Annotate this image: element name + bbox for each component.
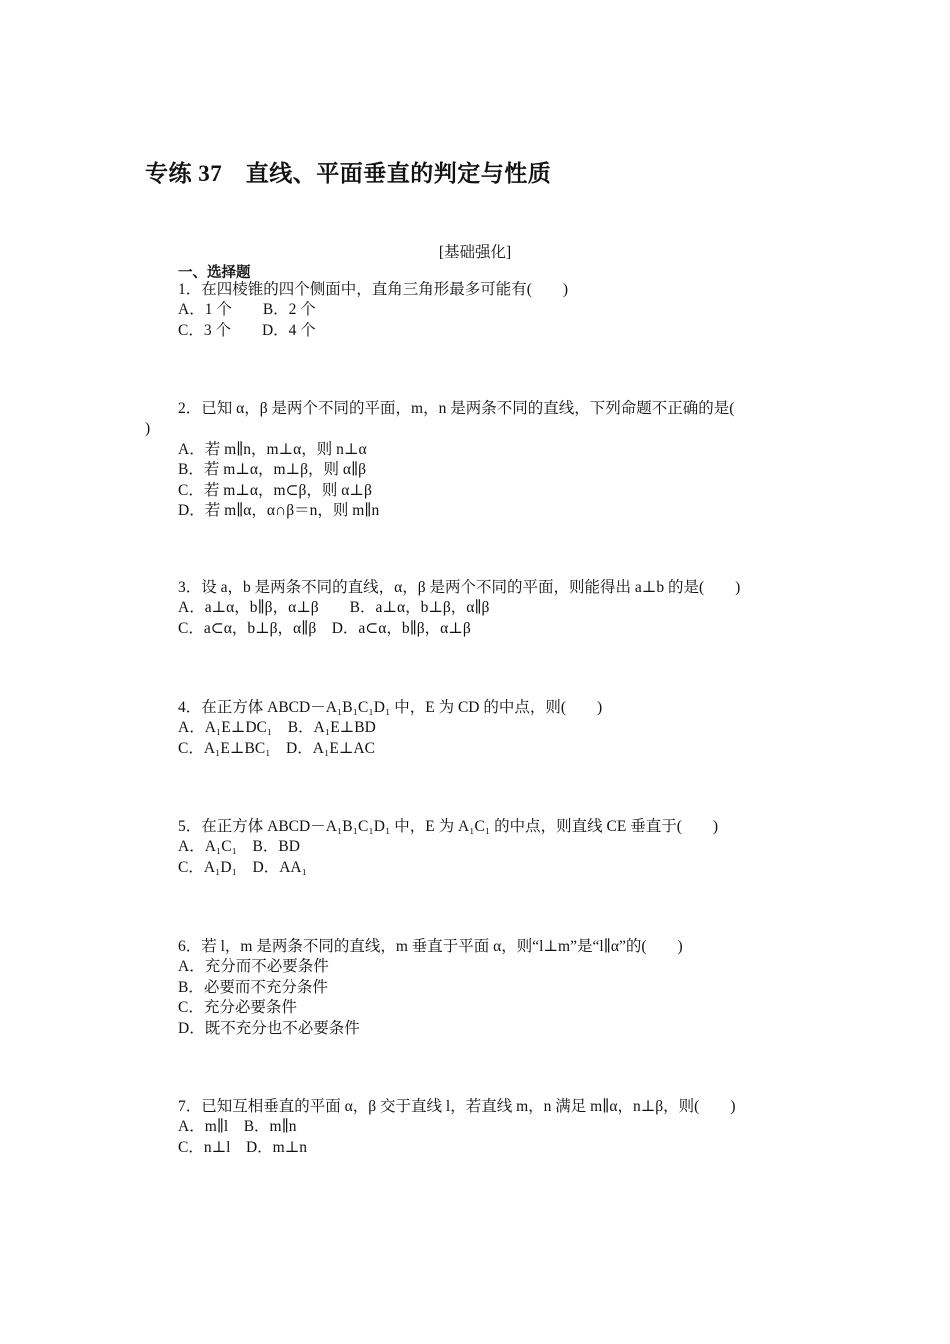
option-row: C．3 个 D．4 个: [178, 321, 316, 339]
question-1: [178, 280, 568, 341]
option-row: A．a⊥α，b∥β，α⊥β B．a⊥α，b⊥β，α∥β: [178, 599, 490, 617]
option-row: A．A₁C₁ B．BD: [178, 838, 300, 856]
question-stem: 6．若 l，m 是两条不同的直线，m 垂直于平面 α，则“l⊥m”是“l∥α”的( ): [178, 938, 683, 955]
option-row: A．1 个 B．2 个: [178, 301, 316, 319]
option-row: C．n⊥l D．m⊥n: [178, 1138, 308, 1156]
question-7: [178, 1097, 736, 1158]
option-b: B．若 m⊥α，m⊥β，则 α∥β: [178, 461, 367, 479]
option-d: D．既不充分也不必要条件: [178, 1019, 360, 1037]
question-3: [178, 578, 740, 639]
page-title: 专练 37 直线、平面垂直的判定与性质: [145, 161, 552, 186]
option-row: C．A₁E⊥BC₁ D．A₁E⊥AC: [178, 739, 375, 757]
section-heading: 一、选择题: [178, 265, 251, 281]
question-5: [178, 817, 718, 878]
question-stem: 3．设 a，b 是两条不同的直线，α，β 是两个不同的平面，则能得出 a⊥b 的是( ): [178, 579, 741, 596]
option-b: B．必要而不充分条件: [178, 978, 328, 996]
section-subtitle: [基础强化]: [438, 244, 512, 261]
question-6: [178, 937, 683, 1039]
question-2: [145, 399, 735, 521]
option-c: C．充分必要条件: [178, 999, 297, 1017]
option-row: C．A₁D₁ D．AA₁: [178, 858, 308, 876]
option-a: A．若 m∥n，m⊥α，则 n⊥α: [178, 440, 367, 458]
question-stem: 4．在正方体 ABCD－A₁B₁C₁D₁ 中，E 为 CD 的中点，则( ): [178, 699, 603, 716]
option-d: D．若 m∥α，α∩β＝n，则 m∥n: [178, 502, 380, 520]
question-stem: 1．在四棱锥的四个侧面中，直角三角形最多可能有( ): [178, 281, 569, 298]
question-stem-wrap: ): [145, 420, 151, 438]
option-row: C．a⊂α，b⊥β，α∥β D．a⊂α，b∥β，α⊥β: [178, 619, 471, 637]
option-c: C．若 m⊥α，m⊂β，则 α⊥β: [178, 481, 372, 499]
option-a: A．充分而不必要条件: [178, 958, 329, 976]
question-stem: 5．在正方体 ABCD－A₁B₁C₁D₁ 中，E 为 A₁C₁ 的中点，则直线 CE 垂直于( ): [178, 818, 719, 835]
option-row: A．m∥l B．m∥n: [178, 1118, 297, 1136]
question-4: [178, 698, 602, 759]
option-row: A．A₁E⊥DC₁ B．A₁E⊥BD: [178, 719, 376, 737]
question-stem: 7．已知互相垂直的平面 α，β 交于直线 l，若直线 m，n 满足 m∥α，n⊥β，则( ): [178, 1098, 736, 1115]
question-stem: 2．已知 α，β 是两个不同的平面，m，n 是两条不同的直线，下列命题不正确的是(: [178, 400, 735, 417]
